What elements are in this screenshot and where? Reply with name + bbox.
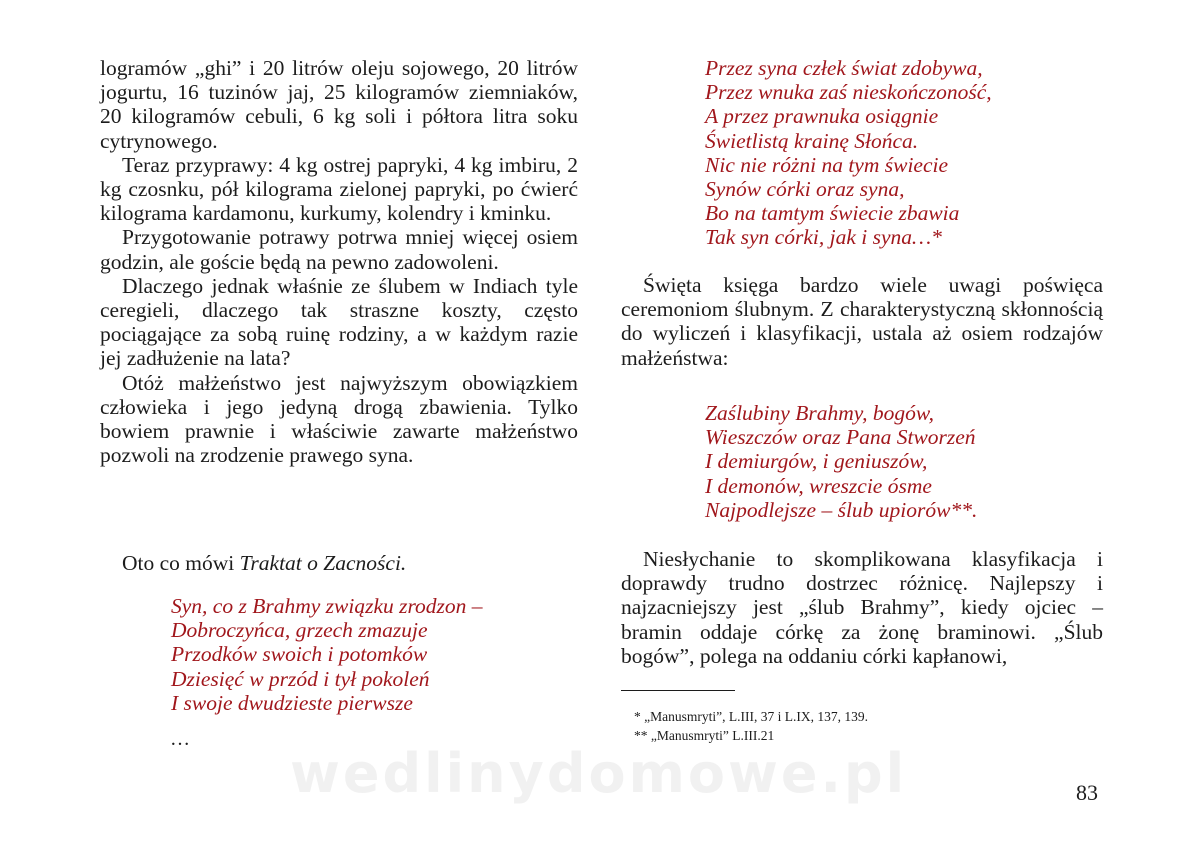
paragraph: Święta księga bardzo wiele uwagi poświęca ceremoniom ślubnym. Z charakterystyczną skłonnością do wyliczeń i klasyfikacji, ustala aż osiem rodzajów małżeństwa: [621,273,1103,370]
left-page [100,56,578,750]
verse-line: Dobroczyńca, grzech zmazuje [171,618,428,643]
verse-line: Syn, co z Brahmy związku zrodzon – [171,594,483,618]
verse-line: I demiurgów, i geniuszów, [705,449,928,474]
verse-line: A przez prawnuka osiągnie [705,104,939,129]
verse-line: Dziesięć w przód i tył pokoleń [171,666,430,691]
footnote: * „Manusmryti”, L.III, 37 i L.IX, 137, 139. [634,709,868,724]
intro-text: Oto co mówi [122,551,240,575]
verse-line: Przez wnuka zaś nieskończoność, [705,80,992,105]
verse-block [171,594,483,715]
page-number: 83 [1076,780,1098,805]
footnote-divider [621,690,735,691]
verse-line: Bo na tamtym świecie zbawia [705,201,960,226]
verse-line: Wieszczów oraz Pana Stworzeń [705,425,976,450]
verse-line: I demonów, wreszcie ósme [705,473,932,498]
verse-intro [122,551,406,576]
verse-line: Zaślubiny Brahmy, bogów, [705,401,934,425]
verse-line: Świetlistą krainę Słońca. [705,128,919,153]
verse-block [705,401,977,522]
intro-title: Traktat o Zacności. [239,551,407,575]
footnotes [634,707,868,745]
verse-line: Synów córki oraz syna, [705,177,905,202]
verse-block [705,56,992,250]
paragraph: Teraz przyprawy: 4 kg ostrej papryki, 4 kg imbiru, 2 kg czosnku, pół kilograma zielonej papryki, po ćwierć kilograma kardamonu, kurkumy, kolendry i kminku. [100,152,578,226]
verse-line: Nic nie różni na tym świecie [705,152,949,177]
verse-line: Przodków swoich i potomków [171,642,428,667]
paragraph: Niesłychanie to skomplikowana klasyfikacja i doprawdy trudno dostrzec różnicę. Najlepszy i najzacniejszy jest „ślub Brahmy”, kiedy ojciec – bramin oddaje córkę za żonę braminowi. „Ślub bogów”, polega na oddaniu córki kapłanowi, [621,547,1103,668]
verse-line: Tak syn córki, jak i syna…* [705,225,942,250]
paragraph: Przygotowanie potrawy potrwa mniej więcej osiem godzin, ale goście będą na pewno zadowoleni. [100,225,578,274]
right-prose [621,273,1103,370]
right-prose [621,547,1103,668]
paragraph: logramów „ghi” i 20 litrów oleju sojowego, 20 litrów jogurtu, 16 tuzinów jaj, 25 kilogramów ziemniaków, 20 kilogramów cebuli, 6 kg soli i półtora litra soku cytrynowego. [100,56,578,153]
verse-line: Przez syna człek świat zdobywa, [705,56,983,80]
verse-ellipsis: … [170,728,190,750]
verse-line: I swoje dwudzieste pierwsze [171,690,413,715]
paragraph: Dlaczego jednak właśnie ze ślubem w Indiach tyle ceregieli, dlaczego tak straszne koszty, często pociągające za sobą ruinę rodziny, a w każdym razie jej zadłużenie na lata? [100,273,578,371]
left-prose [100,56,578,467]
footnote: ** „Manusmryti” L.III.21 [634,728,775,743]
watermark: wedlinydomowe.pl [290,742,908,805]
verse-line: Najpodlejsze – ślub upiorów**. [705,497,978,522]
paragraph: Otóż małżeństwo jest najwyższym obowiązkiem człowieka i jego jedyną drogą zbawienia. Tylko bowiem prawnie i właściwie zawarte małżeństwo pozwoli na zrodzenie prawego syna. [100,370,578,468]
